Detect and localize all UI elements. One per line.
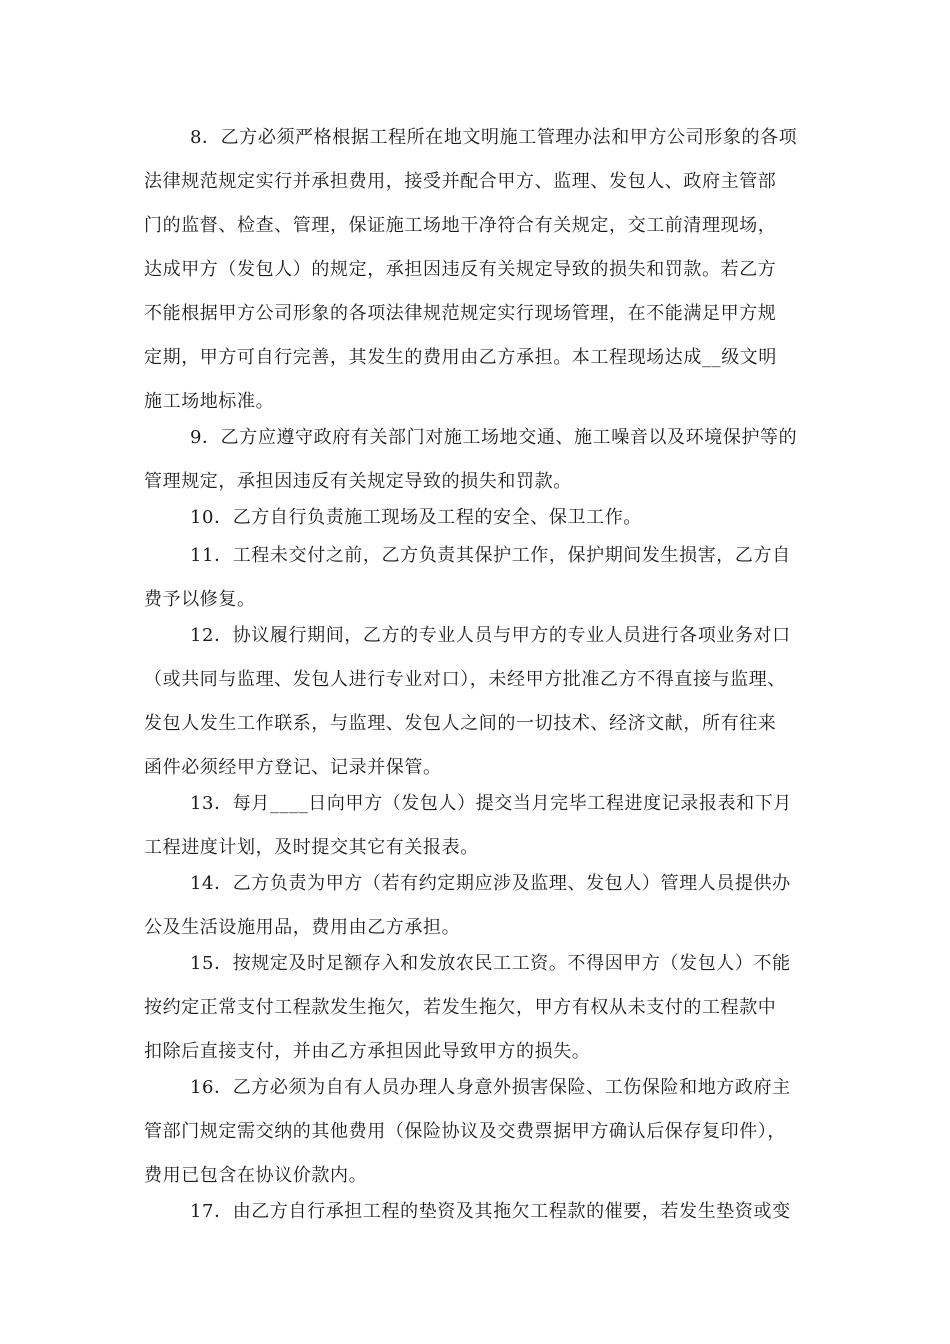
clause-16-line-3: 费用已包含在协议价款内。 [144,1165,368,1186]
clause-12-line-4: 函件必须经甲方登记、记录并保管。 [144,757,442,778]
clause-8-line-1: 8．乙方必须严格根据工程所在地文明施工管理办法和甲方公司形象的各项 [190,127,798,148]
clause-16-line-1: 16．乙方必须为自有人员办理人身意外损害保险、工伤保险和地方政府主 [190,1077,791,1098]
clause-14-line-1: 14．乙方负责为甲方（若有约定期应涉及监理、发包人）管理人员提供办 [190,873,791,894]
clause-12-line-2: （或共同与监理、发包人进行专业对口），未经甲方批准乙方不得直接与监理、 [144,669,786,690]
clause-16-line-2: 管部门规定需交纳的其他费用（保险协议及交费票据甲方确认后保存复印件）， [144,1121,786,1142]
clause-9-line-2: 管理规定，承担因违反有关规定导致的损失和罚款。 [144,471,572,492]
clause-17-line-1: 17．由乙方自行承担工程的垫资及其拖欠工程款的催要，若发生垫资或变 [190,1201,791,1222]
clause-15-line-1: 15．按规定及时足额存入和发放农民工工资。不得因甲方（发包人）不能 [190,953,791,974]
clause-15-line-3: 扣除后直接支付，并由乙方承担因此导致甲方的损失。 [144,1041,591,1062]
clause-11-line-1: 11．工程未交付之前，乙方负责其保护工作，保护期间发生损害，乙方自 [190,545,791,566]
clause-8-line-5: 不能根据甲方公司形象的各项法律规范规定实行现场管理，在不能满足甲方规 [144,303,777,324]
clause-13-line-2: 工程进度计划，及时提交其它有关报表。 [144,837,479,858]
clause-8-line-4: 达成甲方（发包人）的规定，承担因违反有关规定导致的损失和罚款。若乙方 [144,259,777,280]
clause-8-line-3: 门的监督、检查、管理，保证施工场地干净符合有关规定，交工前清理现场， [144,215,777,236]
clause-13-line-1: 13．每月____日向甲方（发包人）提交当月完毕工程进度记录报表和下月 [190,793,792,814]
clause-15-line-2: 按约定正常支付工程款发生拖欠，若发生拖欠，甲方有权从未支付的工程款中 [144,997,777,1018]
clause-10-line-1: 10．乙方自行负责施工现场及工程的安全、保卫工作。 [190,507,642,528]
clause-12-line-1: 12．协议履行期间，乙方的专业人员与甲方的专业人员进行各项业务对口 [190,625,791,646]
clause-12-line-3: 发包人发生工作联系，与监理、发包人之间的一切技术、经济文献，所有往来 [144,713,777,734]
clause-14-line-2: 公及生活设施用品，费用由乙方承担。 [144,917,461,938]
clause-8-line-7: 施工场地标准。 [144,391,275,412]
clause-11-line-2: 费予以修复。 [144,589,256,610]
clause-8-line-6: 定期，甲方可自行完善，其发生的费用由乙方承担。本工程现场达成__级文明 [144,347,777,368]
clause-8-line-2: 法律规范规定实行并承担费用，接受并配合甲方、监理、发包人、政府主管部 [144,171,777,192]
clause-9-line-1: 9．乙方应遵守政府有关部门对施工场地交通、施工噪音以及环境保护等的 [190,427,798,448]
